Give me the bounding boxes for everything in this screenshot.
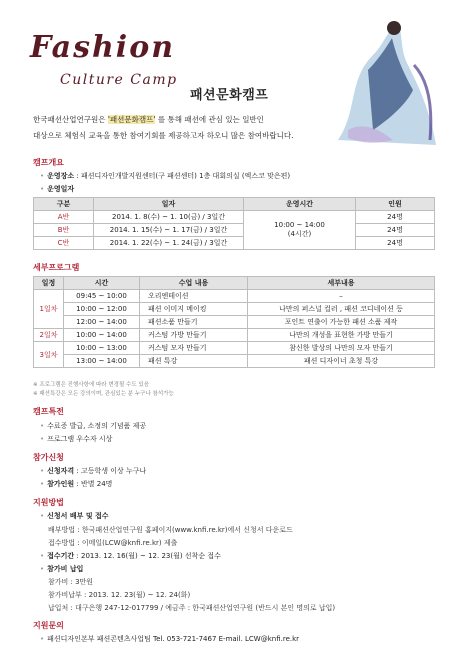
cell-group: A반 <box>34 211 94 224</box>
table-row <box>34 303 435 316</box>
table-header: 인원 <box>356 198 435 211</box>
list-item: • 신청자격 : 고등학생 이상 누구나 <box>40 467 147 475</box>
section-title-eligibility: 참가신청 <box>33 453 64 462</box>
cell-day: 3일차 <box>34 342 64 368</box>
cell-class: 커스텀 모자 만들기 <box>140 342 248 355</box>
table-row <box>34 224 435 237</box>
table-header: 구분 <box>34 198 94 211</box>
program-note: ※ 프로그램은 진행사항에 따라 변경될 수도 있음 <box>33 382 150 388</box>
cell-count: 24명 <box>356 211 435 224</box>
cell-detail: 패션 디자이너 초청 특강 <box>248 355 435 368</box>
cell-day: 1일차 <box>34 290 64 329</box>
section-title-benefits: 캠프특전 <box>33 407 64 416</box>
contact-info: • 패션디자인본부 패션콘텐츠사업팀 Tel. 053-721-7467 E-mail. LCW@knfi.re.kr <box>40 635 300 643</box>
logo-fashion: Fashion <box>30 30 176 65</box>
table-row <box>34 342 435 355</box>
cell-group: C반 <box>34 237 94 250</box>
program-note: ※ 패션특강은 모든 강의이며, 관심있는 분 누구나 참석가능 <box>33 391 174 397</box>
apply-receipt: 접수방법 : 이메일(LCW@knfi.re.kr) 제출 <box>48 539 178 547</box>
apply-account: 납입처 : 대구은행 247-12-017799 / 예금주 : 한국패션산업연구원 (반드시 본인 명의로 납입) <box>48 604 336 612</box>
cell-detail: 참신한 발상의 나만의 모자 만들기 <box>248 342 435 355</box>
cell-time: 09:45 ~ 10:00 <box>64 290 140 303</box>
apply-distribution: 배부방법 : 한국패션산업연구원 홈페이지(www.knfi.re.kr)에서 신청서 다운로드 <box>48 526 293 534</box>
cell-detail: 나만의 개성을 표현한 가방 만들기 <box>248 329 435 342</box>
list-item: • 프로그램 우수자 시상 <box>40 435 113 443</box>
list-item: • 수료증 발급, 소정의 기념품 제공 <box>40 422 147 430</box>
cell-detail: 나만의 퍼스널 컬러 , 패션 코디네이션 등 <box>248 303 435 316</box>
cell-detail: – <box>248 290 435 303</box>
table-row <box>34 237 435 250</box>
list-item: • 접수기간 : 2013. 12. 16(월) ~ 12. 23(월) 선착순 접수 <box>40 552 221 560</box>
cell-time: 10:00 ~ 14:00 <box>64 329 140 342</box>
logo-culture-camp: Culture Camp <box>60 72 178 88</box>
section-title-contact: 지원문의 <box>33 621 64 630</box>
cell-group: B반 <box>34 224 94 237</box>
cell-day: 2일차 <box>34 329 64 342</box>
table-header: 세부내용 <box>248 277 435 290</box>
table-row <box>34 329 435 342</box>
list-item: • 참가인원 : 반별 24명 <box>40 480 113 488</box>
table-header: 일정 <box>34 277 64 290</box>
cell-class: 패션 이미지 메이킹 <box>140 303 248 316</box>
apply-fee: 참가비 : 3만원 <box>48 578 94 586</box>
cell-class: 커스텀 가방 만들기 <box>140 329 248 342</box>
cell-time: 13:00 ~ 14:00 <box>64 355 140 368</box>
cell-date: 2014. 1. 22(수) ~ 1. 24(금) / 3일간 <box>94 237 244 250</box>
cell-time: 12:00 ~ 14:00 <box>64 316 140 329</box>
cell-class: 패션소품 만들기 <box>140 316 248 329</box>
cell-date: 2014. 1. 8(수) ~ 1. 10(금) / 3일간 <box>94 211 244 224</box>
cell-time: 10:00 ~ 12:00 <box>64 303 140 316</box>
program-table <box>33 276 435 368</box>
table-header: 운영시간 <box>244 198 356 211</box>
logo-korean-title: 패션문화캠프 <box>190 88 269 103</box>
section-title-overview: 캠프개요 <box>33 158 64 167</box>
cell-class: 패션 특강 <box>140 355 248 368</box>
cell-time: 10:00 ~ 14:00 (4시간) <box>244 211 356 250</box>
list-item: • 신청서 배부 및 접수 <box>40 512 109 520</box>
apply-fee-period: 참가비납부 : 2013. 12. 23(월) ~ 12. 24(화) <box>48 591 191 599</box>
list-item: • 참가비 납입 <box>40 565 84 573</box>
cell-class: 오리엔테이션 <box>140 290 248 303</box>
section-title-program: 세부프로그램 <box>33 263 80 272</box>
cell-time: 10:00 ~ 13:00 <box>64 342 140 355</box>
table-row <box>34 316 435 329</box>
table-header: 시간 <box>64 277 140 290</box>
cell-count: 24명 <box>356 237 435 250</box>
intro-text: 한국패션산업연구원은 '패션문화캠프' 를 통해 패션에 관심 있는 일반인 대상으로 체험식 교육을 통한 참여기회를 제공하고자 하오니 많은 참여바랍니다. <box>33 115 294 140</box>
cell-detail: 포인트 연출이 가능한 패션 소품 제작 <box>248 316 435 329</box>
table-header: 일자 <box>94 198 244 211</box>
table-header: 수업 내용 <box>140 277 248 290</box>
fashion-illustration-icon <box>318 10 448 155</box>
venue-line: • 운영장소 : 패션디자인개발지원센터(구 패션센터) 1층 대회의실 (엑스코 맞은편) <box>40 172 291 180</box>
table-row <box>34 355 435 368</box>
header <box>0 0 467 150</box>
cell-date: 2014. 1. 15(수) ~ 1. 17(금) / 3일간 <box>94 224 244 237</box>
schedule-table <box>33 197 435 250</box>
cell-count: 24명 <box>356 224 435 237</box>
period-line: • 운영일자 <box>40 185 75 193</box>
table-row <box>34 211 435 224</box>
table-row <box>34 290 435 303</box>
section-title-apply: 지원방법 <box>33 498 64 507</box>
